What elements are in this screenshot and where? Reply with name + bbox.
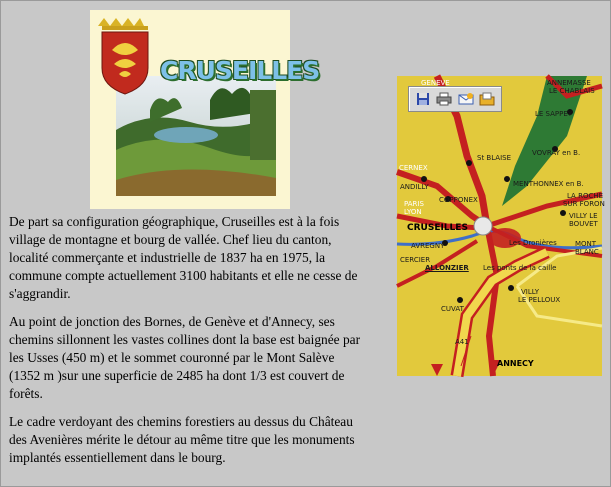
- label-les-dronieres: Les Dronières: [509, 239, 557, 247]
- label-blanc: BLANC: [575, 248, 599, 256]
- label-sur-foron: SUR FORON: [563, 200, 605, 208]
- label-cercier: CERCIER: [400, 256, 431, 264]
- label-cruseilles: CRUSEILLES: [407, 223, 468, 233]
- email-icon[interactable]: [457, 90, 475, 108]
- label-cuvat: CUVAT: [441, 305, 464, 313]
- description-text: [9, 213, 365, 477]
- label-le-pelloux: LE PELLOUX: [518, 296, 561, 304]
- label-paris: PARIS: [404, 200, 424, 208]
- save-icon[interactable]: [414, 90, 432, 108]
- landscape-illustration: [90, 10, 320, 209]
- label-copponex: COPPONEX: [439, 196, 478, 204]
- label-pont-caille: Les ponts de la caille: [483, 264, 557, 272]
- label-allonzier: ALLONZIER: [425, 264, 469, 272]
- label-avregny: AVREGNY: [411, 242, 445, 250]
- paragraph-geography: De part sa configuration géographique, Cruseilles est à la fois village de montagne et bourg de vallée. Chef lieu du canton, localité commerçante et industrielle de 1837 ha en 1975, la commune compte actuellement 3100 habitants et elle ne cesse de s'aggrandir.: [9, 214, 358, 301]
- label-mont: MONT: [575, 240, 597, 248]
- label-annecy: ANNECY: [497, 359, 534, 368]
- label-lyon: LYON: [404, 208, 422, 216]
- label-st-blaise: St BLAISE: [477, 154, 511, 162]
- dot-andilly: [421, 176, 427, 182]
- dot-cuvat: [457, 297, 463, 303]
- logo-title: CRUSEILLES: [160, 56, 320, 85]
- image-toolbar: [408, 86, 502, 112]
- paragraph-location: Au point de jonction des Bornes, de Genève et d'Annecy, ses chemins sillonnent les vastes collines dont la base est baignée par les Usses (450 m) et le sommet couronné par le Mont Salève (1352 m )sur une superficie de 2485 ha dont 1/3 est couvert de forêts.: [9, 314, 361, 401]
- label-la-roche: LA ROCHE: [567, 192, 604, 200]
- print-icon[interactable]: [435, 90, 453, 108]
- dot-st-blaise: [466, 160, 472, 166]
- paragraph-forest: Le cadre verdoyant des chemins forestiers au dessus du Château des Avenières mérite le détour au même titre que les monuments implantés essentiellement dans le bourg.: [9, 414, 355, 465]
- label-a41: A41: [455, 338, 469, 346]
- cruseilles-logo-image: [90, 10, 320, 209]
- label-annemasse: ANNEMASSE: [547, 79, 591, 87]
- label-le-sappey: LE SAPPEY: [535, 110, 573, 118]
- label-le-chablais: LE CHABLAIS: [549, 87, 595, 95]
- dot-menthonnex: [504, 176, 510, 182]
- label-andilly: ANDILLY: [400, 183, 429, 191]
- coat-of-arms-icon: [98, 18, 148, 94]
- label-geneve: GENEVE: [421, 79, 450, 87]
- region-map: [397, 76, 605, 376]
- label-vovray: VOVRAY en B.: [532, 149, 581, 157]
- open-folder-icon[interactable]: [478, 90, 496, 108]
- dot-villy-le-pelloux: [508, 285, 514, 291]
- label-menthonnex: MENTHONNEX en B.: [513, 180, 584, 188]
- label-villy: VILLY: [521, 288, 539, 296]
- label-villy-le-bouvet: VILLY LE: [569, 212, 598, 220]
- dot-villy-le-bouvet: [560, 210, 566, 216]
- label-cernex: CERNEX: [399, 164, 428, 172]
- label-bouvet: BOUVET: [569, 220, 598, 228]
